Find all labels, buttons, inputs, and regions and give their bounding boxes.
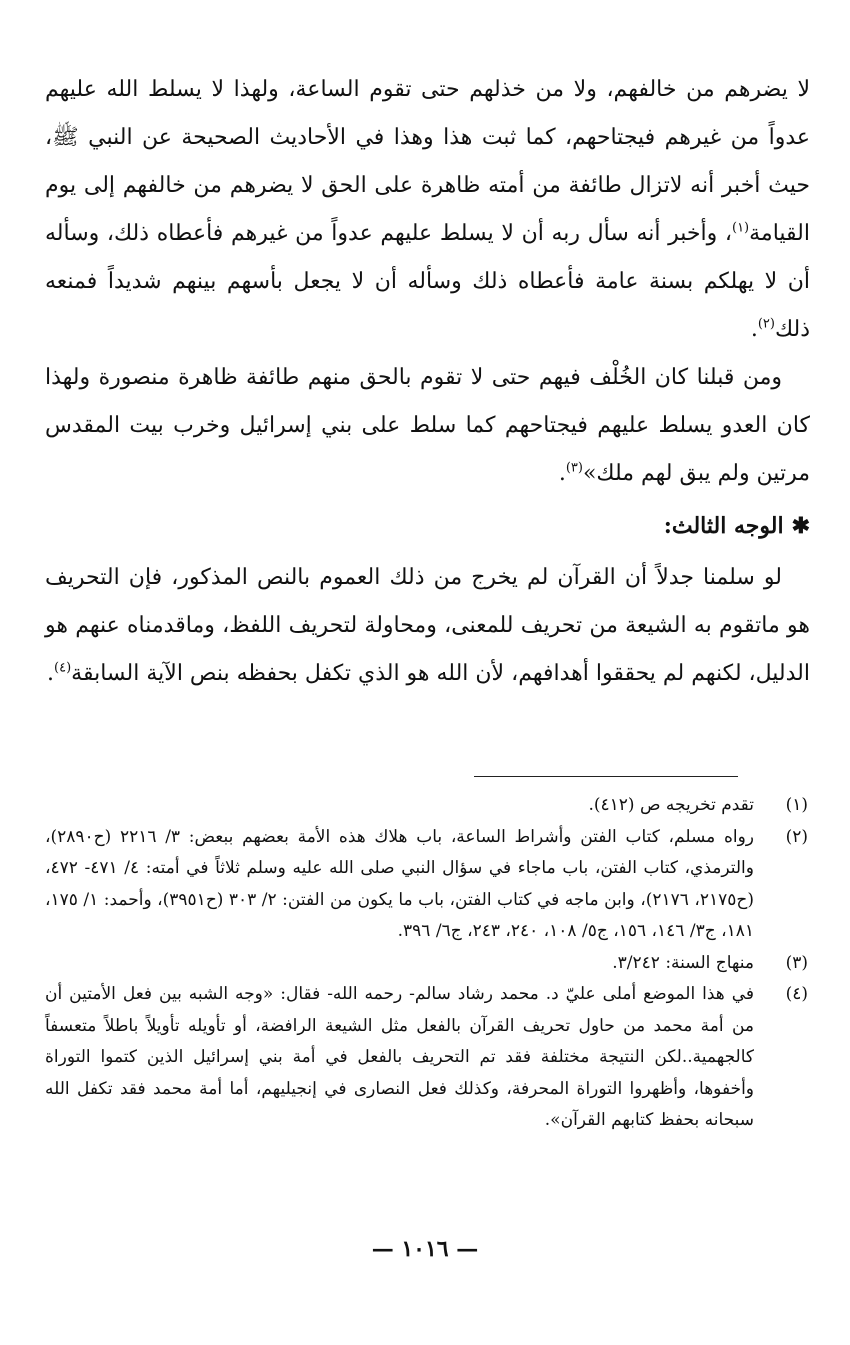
section-heading-text: الوجه الثالث: xyxy=(663,513,784,539)
main-text xyxy=(45,66,810,698)
paragraph-1 xyxy=(45,66,810,354)
footnote-number: (١) xyxy=(785,795,808,815)
page-number: — ١٠١٦ — xyxy=(371,1236,479,1262)
paragraph-3 xyxy=(45,554,810,698)
footnote-number: (٢) xyxy=(785,826,808,847)
paragraph-1-text: لا يضرهم من خالفهم، ولا من خذلهم حتى تقوم الساعة، ولهذا لا يسلط الله عليهم عدواً من غيرهم فيجتاحهم، كما ثبت هذا وهذا في الأحاديث الصحيحة عن النبي ﷺ، حيث أخبر أنه لاتزال طائفة من أمته ظاهرة على الحق لا يضرهم من خالفهم إلى يوم القيامة xyxy=(45,77,810,246)
footnote-item xyxy=(45,979,810,1137)
section-heading xyxy=(45,498,810,554)
footnote-divider xyxy=(474,776,738,777)
footnote-text: في هذا الموضع أملى عليّ د. محمد رشاد سالم- رحمه الله- فقال: «وجه الشبه بين فعل الأمتين أن من أمة محمد من حاول تحريف القرآن بالفعل مثل الشيعة الرافضة، أو تأويله تأويلاً باطلاً متعسفاً كالجهمية..لكن النتيجة مختلفة فقد تم التحريف بالفعل في أمة بني إسرائيل الذين كتموا التوراة وأخفوها، وأظهروا التوراة المحرفة، وكذلك فعل النصارى في إنجيليهم، أما أمة محمد فقد تكفل الله سبحانه بحفظ كتابهم القرآن». xyxy=(45,984,754,1130)
footnote-ref-4[interactable]: (٤) xyxy=(54,660,72,676)
footnote-ref-2[interactable]: (٢) xyxy=(757,316,775,332)
footnote-number: (٣) xyxy=(785,952,808,973)
footnote-item xyxy=(45,790,810,822)
footnote-text: تقدم تخريجه ص (٤١٢). xyxy=(588,795,754,815)
footnote-item xyxy=(45,948,810,980)
footnotes xyxy=(45,790,810,1137)
paragraph-1b-end: . xyxy=(750,317,758,342)
paragraph-2-end: . xyxy=(558,461,566,486)
paragraph-2 xyxy=(45,354,810,498)
footnote-ref-3[interactable]: (٣) xyxy=(565,460,583,476)
footnote-ref-1[interactable]: (١) xyxy=(731,220,750,236)
footnote-item xyxy=(45,822,810,948)
footnote-text: منهاج السنة: ٣/٢٤٢. xyxy=(612,952,754,973)
paragraph-3-end: . xyxy=(47,661,55,686)
asterisk-icon: ✱ xyxy=(791,513,810,539)
paragraph-3-text: لو سلمنا جدلاً أن القرآن لم يخرج من ذلك العموم بالنص المذكور، فإن التحريف هو ماتقوم به الشيعة من تحريف للمعنى، ومحاولة لتحريف اللفظ، وماقدمناه عنهم هو الدليل، لكنهم لم يحققوا أهدافهم، لأن الله هو الذي تكفل بحفظه بنص الآية السابقة xyxy=(45,565,810,686)
paragraph-1b-text: ، وأخبر أنه سأل ربه أن لا يسلط عليهم عدواً من غيرهم فأعطاه ذلك، وسأله أن لا يهلكم بسنة عامة فأعطاه ذلك وسأله أن لا يجعل بأسهم بينهم شديداً فمنعه ذلك xyxy=(45,221,810,342)
footnote-number: (٤) xyxy=(785,984,808,1004)
paragraph-2-text: ومن قبلنا كان الخُلْف فيهم حتى لا تقوم بالحق منهم طائفة ظاهرة منصورة ولهذا كان العدو يسلط عليهم فيجتاحهم كما سلط على بني إسرائيل وخرب بيت المقدس مرتين ولم يبق لهم ملك» xyxy=(45,365,810,486)
footnote-text: رواه مسلم، كتاب الفتن وأشراط الساعة، باب هلاك هذه الأمة بعضهم ببعض: ٣/ ٢٢١٦ (ح٢٨٩٠)، والترمذي، كتاب الفتن، باب ماجاء في سؤال النبي صلى الله عليه وسلم ثلاثاً في أمته: ٤/ ٤٧١- ٤٧٢، (ح٢١٧٥، ٢١٧٦)، وابن ماجه في كتاب الفتن، باب ما يكون من الفتن: ٢/ ٣٠٣ (ح٣٩٥١)، وأحمد: ١/ ١٧٥، ١٨١، ج٣/ ١٤٦، ١٥٦، ج٥/ ١٠٨، ٢٤٠، ٢٤٣، ج٦/ ٣٩٦. xyxy=(45,826,754,941)
